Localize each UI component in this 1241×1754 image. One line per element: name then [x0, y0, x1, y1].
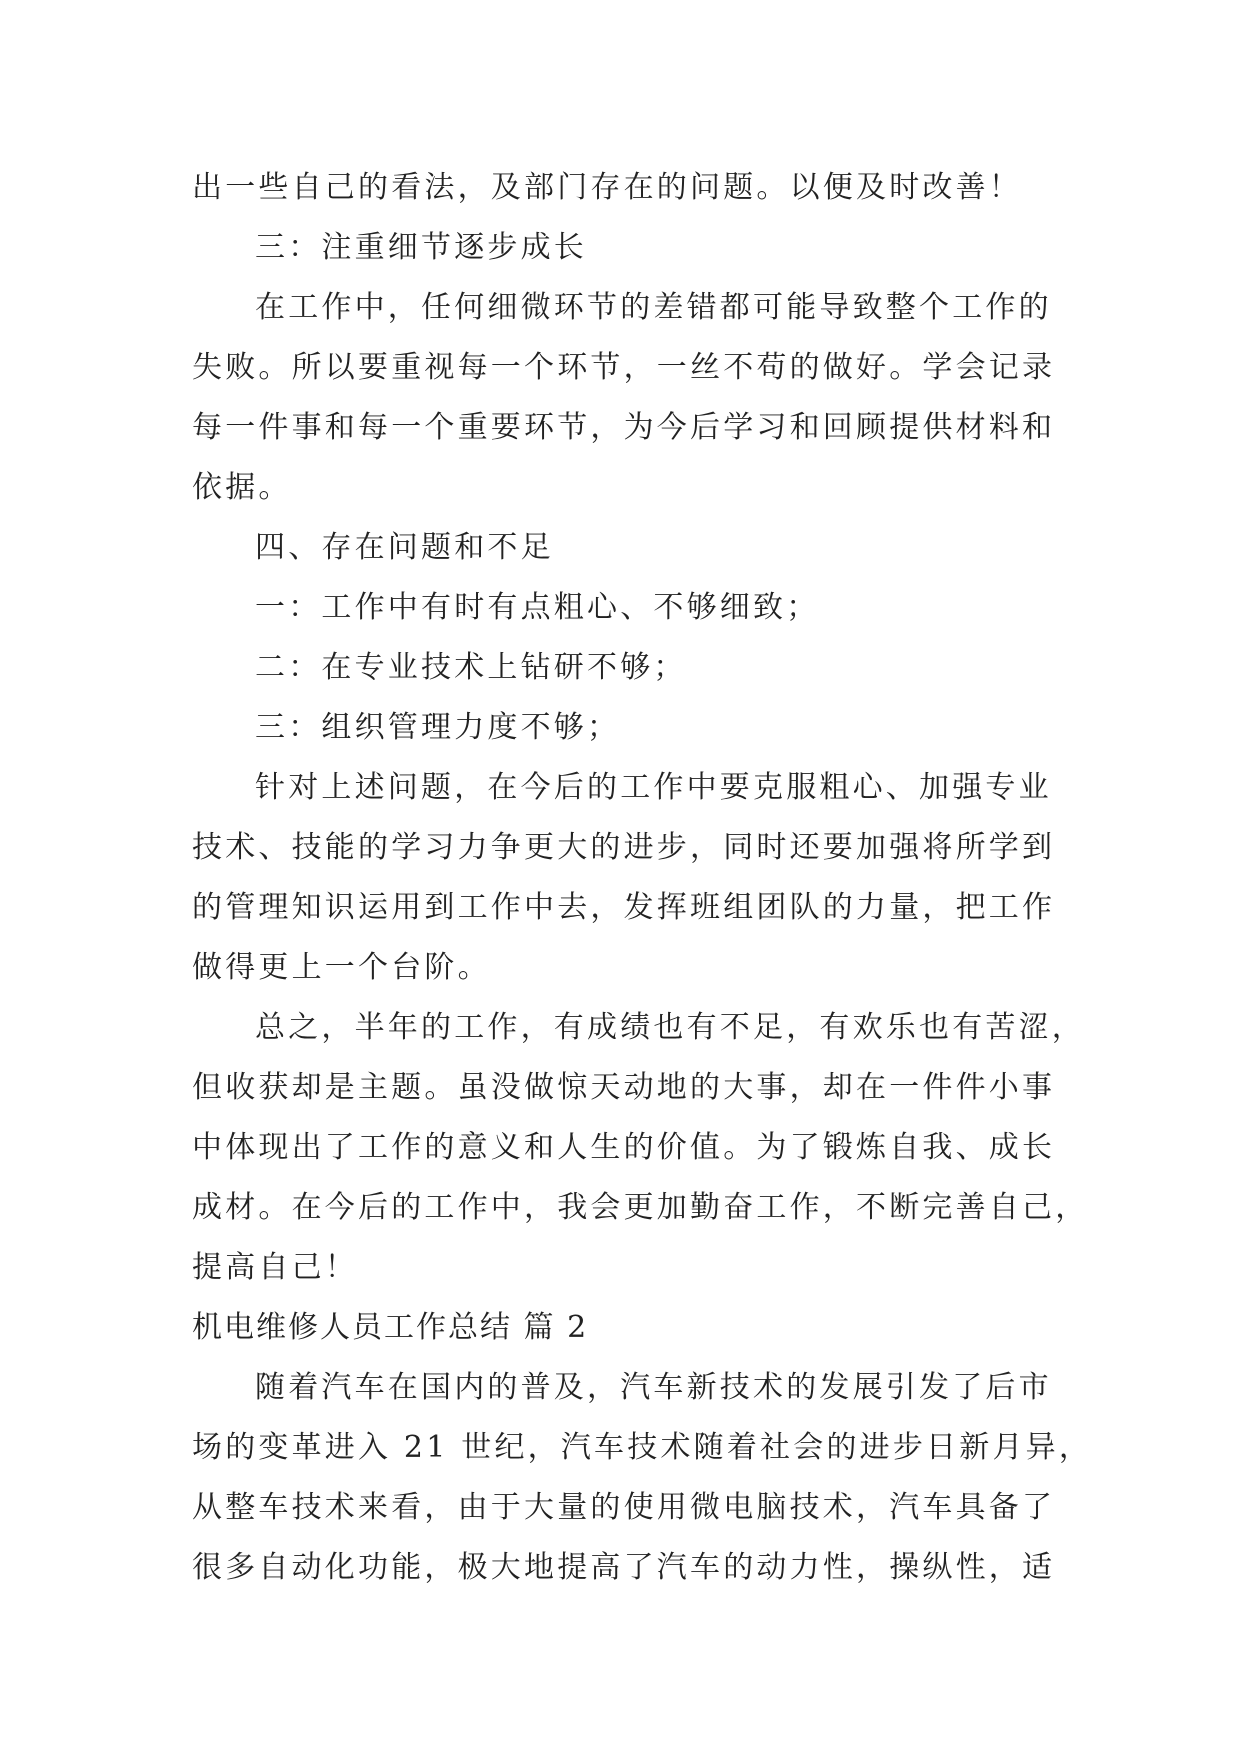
text-line: 从整车技术来看，由于大量的使用微电脑技术，汽车具备了 [192, 1490, 1056, 1525]
text-line: 中体现出了工作的意义和人生的价值。为了锻炼自我、成长 [192, 1130, 1056, 1165]
text-line: 出一些自己的看法，及部门存在的问题。以便及时改善！ [192, 170, 1022, 205]
article-title: 机电维修人员工作总结 篇 2 [192, 1310, 589, 1345]
text-line: 在工作中，任何细微环节的差错都可能导致整个工作的 [255, 290, 1052, 325]
text-line: 但收获却是主题。虽没做惊天动地的大事，却在一件件小事 [192, 1070, 1056, 1105]
text-line: 总之，半年的工作，有成绩也有不足，有欢乐也有苦涩， [255, 1010, 1085, 1045]
list-item: 三：组织管理力度不够； [255, 710, 621, 745]
text-line: 场的变革进入 21 世纪，汽车技术随着社会的进步日新月异， [192, 1430, 1093, 1465]
text-line: 失败。所以要重视每一个环节，一丝不苟的做好。学会记录 [192, 350, 1056, 385]
list-item: 二：在专业技术上钻研不够； [255, 650, 687, 685]
text-line: 提高自己！ [192, 1250, 358, 1285]
text-line: 做得更上一个台阶。 [192, 950, 491, 985]
text-line: 随着汽车在国内的普及，汽车新技术的发展引发了后市 [255, 1370, 1052, 1405]
text-line: 依据。 [192, 470, 292, 505]
section-heading: 三：注重细节逐步成长 [255, 230, 587, 265]
text-line: 针对上述问题，在今后的工作中要克服粗心、加强专业 [255, 770, 1052, 805]
text-line: 的管理知识运用到工作中去，发挥班组团队的力量，把工作 [192, 890, 1056, 925]
text-line: 成材。在今后的工作中，我会更加勤奋工作，不断完善自己， [192, 1190, 1089, 1225]
section-heading: 四、存在问题和不足 [255, 530, 554, 565]
text-line: 每一件事和每一个重要环节，为今后学习和回顾提供材料和 [192, 410, 1056, 445]
text-line: 很多自动化功能，极大地提高了汽车的动力性，操纵性，适 [192, 1550, 1056, 1585]
list-item: 一：工作中有时有点粗心、不够细致； [255, 590, 820, 625]
text-line: 技术、技能的学习力争更大的进步，同时还要加强将所学到 [192, 830, 1056, 865]
